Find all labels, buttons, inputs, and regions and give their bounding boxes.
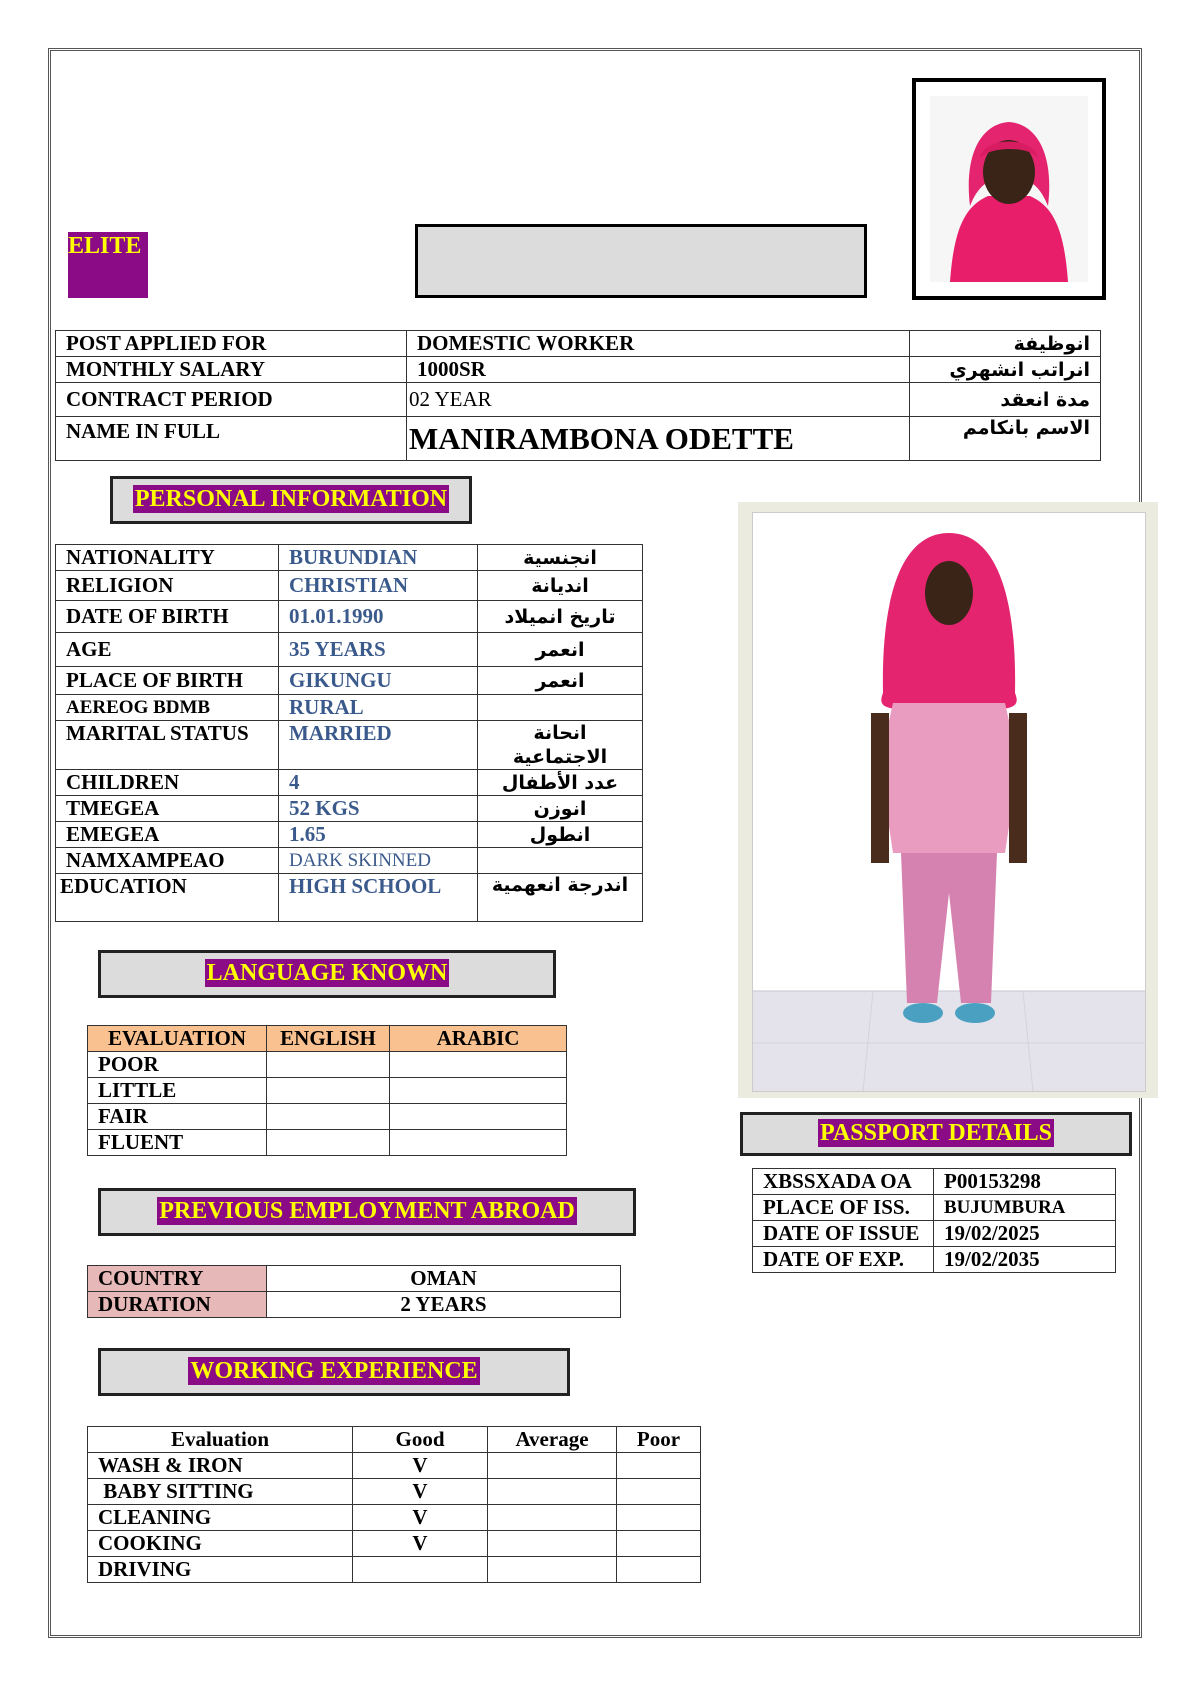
salary-value: 1000SR [407,357,910,383]
table-row [56,770,643,796]
row-label: DRIVING [88,1557,353,1583]
name-label: NAME IN FULL [56,417,407,461]
row-label: COOKING [88,1531,353,1557]
table-row [56,417,1101,461]
cell [617,1479,701,1505]
row-arabic [478,695,643,721]
row-label: COUNTRY [88,1266,267,1292]
row-arabic: انحانة الاجتماعية [478,721,643,770]
table-row [88,1052,567,1078]
section-title: LANGUAGE KNOWN [206,960,448,986]
row-value: 35 YEARS [279,633,478,667]
cell [390,1104,567,1130]
cell [267,1104,390,1130]
row-value: BUJUMBURA [934,1195,1116,1221]
col-header: Average [488,1427,617,1453]
row-value: OMAN [267,1266,621,1292]
row-label: POOR [88,1052,267,1078]
post-label: POST APPLIED FOR [56,331,407,357]
section-title: PASSPORT DETAILS [820,1120,1052,1146]
col-header: EVALUATION [88,1026,267,1052]
row-value: 4 [279,770,478,796]
row-arabic: انوزن [478,796,643,822]
cell [617,1453,701,1479]
cell [390,1130,567,1156]
row-arabic: عدد الأطفال [478,770,643,796]
good-mark: V [353,1531,488,1557]
logo: ELITE [68,232,148,298]
row-value: BURUNDIAN [279,545,478,571]
row-arabic: اندرجة انعهمية [478,874,643,922]
row-label: NAMXAMPEAO [56,848,279,874]
col-header: Evaluation [88,1427,353,1453]
table-row [88,1078,567,1104]
col-header: ARABIC [390,1026,567,1052]
row-value: CHRISTIAN [279,571,478,601]
personal-info-table [55,544,643,922]
contract-value: 02 YEAR [407,383,910,417]
row-label: AEREOG BDMB [56,695,279,721]
row-label: DATE OF ISSUE [753,1221,934,1247]
previous-employment-table [87,1265,621,1318]
good-mark: V [353,1453,488,1479]
grey-placeholder-box [415,224,867,298]
row-label: XBSSXADA OA [753,1169,934,1195]
col-header: Good [353,1427,488,1453]
table-row [88,1292,621,1318]
table-row [56,667,643,695]
row-arabic: انعمر [478,633,643,667]
table-row [753,1169,1116,1195]
row-label: PLACE OF BIRTH [56,667,279,695]
row-value: HIGH SCHOOL [279,874,478,922]
section-title: WORKING EXPERIENCE [190,1358,478,1384]
cell [267,1130,390,1156]
row-label: EMEGEA [56,822,279,848]
table-row [56,721,643,770]
table-row [88,1453,701,1479]
row-value: 19/02/2025 [934,1221,1116,1247]
cell [488,1479,617,1505]
cell [488,1531,617,1557]
row-value: 52 KGS [279,796,478,822]
col-header: ENGLISH [267,1026,390,1052]
table-row [753,1221,1116,1247]
working-experience-banner [98,1348,570,1396]
row-label: WASH & IRON [88,1453,353,1479]
good-mark: V [353,1505,488,1531]
row-value: RURAL [279,695,478,721]
table-row [88,1531,701,1557]
post-arabic: انوظيفة [910,331,1101,357]
row-label: BABY SITTING [88,1479,353,1505]
row-arabic: انديانة [478,571,643,601]
row-arabic: انعمر [478,667,643,695]
row-label: FAIR [88,1104,267,1130]
personal-info-banner [110,476,472,524]
table-row [753,1247,1116,1273]
passport-details-banner [740,1112,1132,1156]
section-title: PERSONAL INFORMATION [134,486,448,512]
table-row [88,1130,567,1156]
cell [617,1505,701,1531]
table-row [56,601,643,633]
row-value: 1.65 [279,822,478,848]
portrait-photo [912,78,1106,300]
table-row [56,331,1101,357]
row-label: EDUCATION [56,874,279,922]
cell [617,1557,701,1583]
section-title: PREVIOUS EMPLOYMENT ABROAD [159,1198,575,1224]
row-label: AGE [56,633,279,667]
portrait-icon [930,96,1088,282]
table-row [88,1479,701,1505]
table-row [56,571,643,601]
row-label: CLEANING [88,1505,353,1531]
name-arabic: الاسم بانكامم [910,417,1101,461]
table-row [88,1557,701,1583]
row-value: MARRIED [279,721,478,770]
table-row [56,545,643,571]
row-value: 2 YEARS [267,1292,621,1318]
row-label: PLACE OF ISS. [753,1195,934,1221]
cell [488,1505,617,1531]
row-label: NATIONALITY [56,545,279,571]
cell [267,1052,390,1078]
table-row [88,1104,567,1130]
salary-label: MONTHLY SALARY [56,357,407,383]
cell [390,1052,567,1078]
table-row [753,1195,1116,1221]
row-arabic [478,848,643,874]
table-row [56,357,1101,383]
row-label: RELIGION [56,571,279,601]
col-header: Poor [617,1427,701,1453]
table-row [88,1427,701,1453]
cell [267,1078,390,1104]
previous-employment-banner [98,1188,636,1236]
row-label: TMEGEA [56,796,279,822]
table-row [56,822,643,848]
cell [488,1453,617,1479]
language-table [87,1025,567,1156]
row-value: P00153298 [934,1169,1116,1195]
row-value: DARK SKINNED [279,848,478,874]
table-row [56,796,643,822]
cell [488,1557,617,1583]
header-table [55,330,1101,461]
row-arabic: تاريخ انميلاد [478,601,643,633]
table-row [56,874,643,922]
row-label: CHILDREN [56,770,279,796]
row-value: 01.01.1990 [279,601,478,633]
table-row [88,1505,701,1531]
contract-label: CONTRACT PERIOD [56,383,407,417]
row-label: DATE OF EXP. [753,1247,934,1273]
table-row [88,1266,621,1292]
contract-arabic: مدة انعقد [910,383,1101,417]
full-body-icon [753,513,1145,1091]
table-row [88,1026,567,1052]
row-arabic: انطول [478,822,643,848]
post-value: DOMESTIC WORKER [407,331,910,357]
row-label: MARITAL STATUS [56,721,279,770]
row-label: FLUENT [88,1130,267,1156]
table-row [56,848,643,874]
good-mark [353,1557,488,1583]
row-value: 19/02/2035 [934,1247,1116,1273]
row-label: LITTLE [88,1078,267,1104]
good-mark: V [353,1479,488,1505]
table-row [56,695,643,721]
row-arabic: انجنسية [478,545,643,571]
salary-arabic: انراتب انشهري [910,357,1101,383]
passport-table [752,1168,1116,1273]
table-row [56,633,643,667]
name-value: MANIRAMBONA ODETTE [407,417,910,461]
row-value: GIKUNGU [279,667,478,695]
table-row [56,383,1101,417]
cell [617,1531,701,1557]
working-experience-table [87,1426,701,1583]
cell [390,1078,567,1104]
full-body-photo [738,502,1158,1098]
row-label: DATE OF BIRTH [56,601,279,633]
language-known-banner [98,950,556,998]
row-label: DURATION [88,1292,267,1318]
